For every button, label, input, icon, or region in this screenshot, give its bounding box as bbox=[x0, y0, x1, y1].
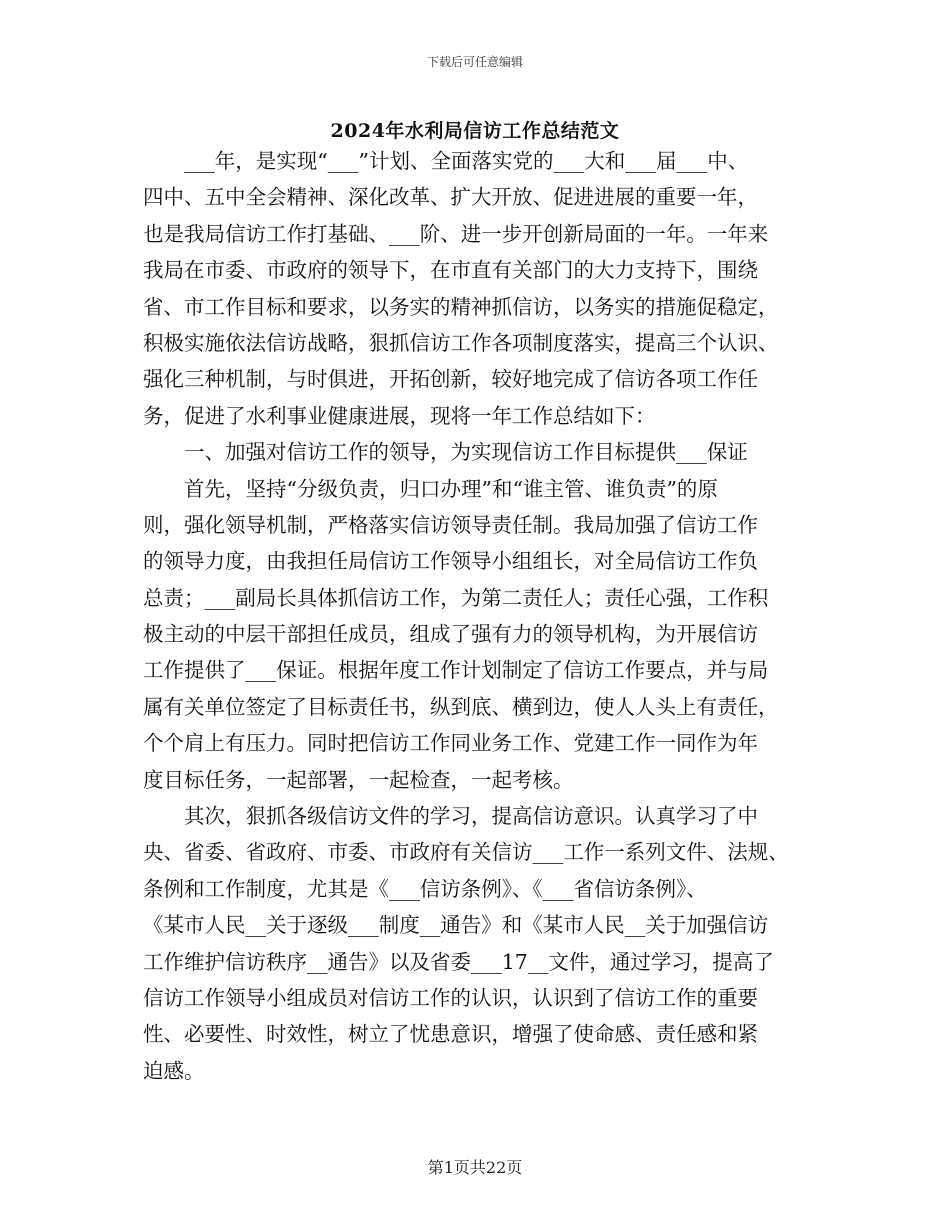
body-line: 条例和工作制度，尤其是《___信访条例》、《___省信访条例》、 bbox=[143, 876, 707, 901]
document-body bbox=[143, 143, 823, 1089]
body-line: ___年，是实现“___”计划、全面落实党的___大和___届___中、 bbox=[184, 149, 749, 173]
body-line: 的领导力度，由我担任局信访工作领导小组组长，对全局信访工作负 bbox=[143, 549, 758, 574]
header-note: 下载后可任意编辑 bbox=[426, 55, 523, 69]
body-line: 务，促进了水利事业健康进展，现将一年工作总结如下： bbox=[143, 403, 656, 428]
section-heading: 一、加强对信访工作的领导，为实现信访工作目标提供___保证 bbox=[184, 440, 748, 465]
body-line: 度目标任务，一起部署，一起检查，一起考核。 bbox=[143, 767, 574, 792]
page-footer: 第1页共22页 bbox=[427, 1158, 523, 1177]
body-line: 迫感。 bbox=[143, 1058, 205, 1083]
body-line: 《某市人民__关于逐级___制度__通告》和《某市人民__关于加强信访 bbox=[143, 913, 769, 938]
body-line: 省、市工作目标和要求，以务实的精神抓信访，以务实的措施促稳定， bbox=[143, 294, 779, 319]
body-line: 总责；___副局长具体抓信访工作，为第二责任人；责任心强，工作积 bbox=[143, 585, 769, 610]
body-line: 首先，坚持“分级负责，归口办理”和“谁主管、谁负责”的原 bbox=[184, 476, 718, 501]
body-line: 我局在市委、市政府的领导下，在市直有关部门的大力支持下，围绕 bbox=[143, 258, 758, 283]
body-line: 属有关单位签定了目标责任书，纵到底、横到边，使人人头上有责任， bbox=[143, 694, 779, 719]
body-line: 工作提供了___保证。根据年度工作计划制定了信访工作要点，并与局 bbox=[143, 658, 769, 683]
body-line: 极主动的中层干部担任成员，组成了强有力的领导机构，为开展信访 bbox=[143, 622, 758, 647]
document-title: 2024年水利局信访工作总结范文 bbox=[330, 120, 620, 142]
body-line: 强化三种机制，与时俱进，开拓创新，较好地完成了信访各项工作任 bbox=[143, 367, 758, 392]
body-line: 个个肩上有压力。同时把信访工作同业务工作、党建工作一同作为年 bbox=[143, 731, 758, 756]
body-line: 则，强化领导机制，严格落实信访领导责任制。我局加强了信访工作 bbox=[143, 512, 758, 537]
body-line: 性、必要性、时效性，树立了忧患意识，增强了使命感、责任感和紧 bbox=[143, 1022, 758, 1047]
body-line: 也是我局信访工作打基础、___阶、进一步开创新局面的一年。一年来 bbox=[143, 221, 769, 246]
body-line: 积极实施依法信访战略，狠抓信访工作各项制度落实，提高三个认识、 bbox=[143, 330, 779, 355]
body-line: 央、省委、省政府、市委、市政府有关信访___工作一系列文件、法规、 bbox=[143, 840, 789, 865]
body-line: 四中、五中全会精神、深化改革、扩大开放、促进进展的重要一年， bbox=[143, 185, 758, 210]
body-line: 工作维护信访秩序__通告》以及省委___17__文件，通过学习，提高了 bbox=[143, 949, 774, 974]
body-line: 信访工作领导小组成员对信访工作的认识，认识到了信访工作的重要 bbox=[143, 985, 758, 1010]
body-line: 其次，狠抓各级信访文件的学习，提高信访意识。认真学习了中 bbox=[184, 804, 758, 829]
